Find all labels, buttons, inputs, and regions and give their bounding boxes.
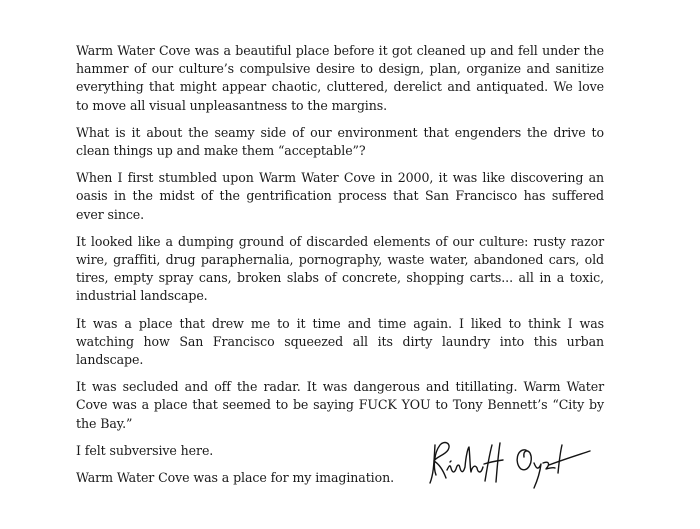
document-body [76,42,604,496]
paragraph-3: When I first stumbled upon Warm Water Cove in 2000, it was like discovering an oasis in the midst of the gentrification process that San Francisco has suffered ever since. [76,170,604,222]
paragraph-7: I felt subversive here. [76,442,214,458]
paragraph-1: Warm Water Cove was a beautiful place before it got cleaned up and fell under the hammer of our culture’s compulsive desire to design, plan, organize and sanitize everything that might appear chaotic, cluttered, derelict and antiquated. We love to move all visual unpleasantness to the margins. [76,43,604,113]
paragraph-5: It was a place that drew me to it time and time again. I liked to think I was watching how San Francisco squeezed all its dirty laundry into this urban landscape. [76,315,604,368]
signature-icon [422,433,592,491]
paragraph-2: What is it about the seamy side of our environment that engenders the drive to clean things up and make them “acceptable”? [76,124,604,159]
paragraph-4: It looked like a dumping ground of discarded elements of our culture: rusty razor wire, graffiti, drug paraphernalia, pornography, waste water, abandoned cars, old tires, empty spray cans, broken slabs of concrete, shopping carts... all in a toxic, industrial landscape. [76,233,604,304]
paragraph-8: Warm Water Cove was a place for my imagination. [76,470,394,486]
paragraph-6: It was secluded and off the radar. It was dangerous and titillating. Warm Water Cove was a place that seemed to be saying FUCK YOU to Tony Bennett’s “City by the Bay.” [76,379,604,431]
